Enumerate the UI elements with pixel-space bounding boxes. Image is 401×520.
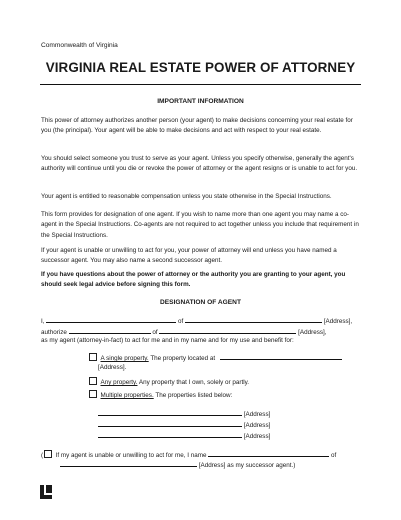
single-property-address-label: [Address]. <box>98 364 127 371</box>
property-address-field-2[interactable] <box>98 419 242 427</box>
any-property-text: Any property that I own, solely or partly. <box>138 379 250 386</box>
agent-purpose-line: as my agent (attorney-in-fact) to act for me and in my name and for my use and benefit for: <box>41 337 294 344</box>
state-label: Commonwealth of Virginia <box>41 42 118 49</box>
title-divider <box>40 84 361 85</box>
multiple-properties-text: The properties listed below: <box>155 392 233 399</box>
property-address-label-1: [Address] <box>243 411 271 418</box>
property-address-line-3 <box>98 430 270 442</box>
successor-address-field[interactable] <box>60 459 197 467</box>
agent-address-field[interactable] <box>159 326 296 334</box>
option-any-property <box>89 377 249 388</box>
any-property-label: Any property. <box>100 379 138 386</box>
property-address-field-3[interactable] <box>98 430 242 438</box>
successor-of: of <box>330 452 337 459</box>
successor-agent-checkbox[interactable] <box>44 450 52 458</box>
single-property-label: A single property. <box>100 355 149 362</box>
multiple-properties-label: Multiple properties. <box>100 392 154 399</box>
agent-address-label: [Address], <box>298 329 327 336</box>
principal-address-label: [Address], <box>323 318 353 325</box>
info-paragraph-3: Your agent is entitled to reasonable compensation unless you state otherwise in the Special Instructions. <box>41 193 332 200</box>
info-paragraph-5: If your agent is unable or unwilling to act for you, your power of attorney will end unless you have named a successor agent. You may also name a second successor agent. <box>41 247 337 265</box>
authorize-label: authorize <box>41 329 67 336</box>
property-address-label-3: [Address] <box>243 433 271 440</box>
principal-of: of <box>178 318 184 325</box>
document-title: VIRGINIA REAL ESTATE POWER OF ATTORNEY <box>45 60 356 75</box>
info-paragraph-4: This form provides for designation of one agent. If you wish to name more than one agent you may name a co-agent in the Special Instructions. Co-agents are not required to act together unless you include that requirement in the Special Instructions. <box>41 211 359 239</box>
single-property-text: The property located at <box>150 355 216 362</box>
important-info-heading: IMPORTANT INFORMATION <box>157 98 244 105</box>
designation-heading: DESIGNATION OF AGENT <box>160 299 241 306</box>
single-property-address-field[interactable] <box>220 352 342 360</box>
principal-prefix: I, <box>41 318 45 325</box>
successor-text: If my agent is unable or unwilling to act for me, I name <box>55 452 207 459</box>
multiple-properties-checkbox[interactable] <box>89 390 97 398</box>
agent-name-field[interactable] <box>69 326 151 334</box>
principal-address-field[interactable] <box>185 315 322 323</box>
successor-open-paren: ( <box>41 452 44 459</box>
info-paragraph-2: You should select someone you trust to serve as your agent. Unless you specify otherwise, generally the agent's authority will continue until you die or revoke the power of attorney or the agent resigns or is unable to act for you. <box>41 155 358 173</box>
successor-address-line <box>60 459 295 471</box>
principal-name-field[interactable] <box>46 315 176 323</box>
agent-of: of <box>152 329 158 336</box>
property-address-label-2: [Address] <box>243 422 271 429</box>
property-address-field-1[interactable] <box>98 408 242 416</box>
legal-templates-logo-icon <box>40 485 52 499</box>
info-paragraph-1: This power of attorney authorizes another person (your agent) to make decisions concerning your real estate for you (the principal). Your agent will be able to make decisions and act with respect to your real estate. <box>41 117 353 135</box>
single-property-checkbox[interactable] <box>89 353 97 361</box>
successor-address-label: [Address] as my successor agent.) <box>198 462 296 469</box>
any-property-checkbox[interactable] <box>89 377 97 385</box>
legal-advice-notice: If you have questions about the power of attorney or the authority you are granting to your agent, you should seek legal advice before signing this form. <box>41 271 346 289</box>
option-multiple-properties <box>89 390 232 401</box>
option-single-property <box>89 352 342 364</box>
successor-name-field[interactable] <box>208 449 329 457</box>
